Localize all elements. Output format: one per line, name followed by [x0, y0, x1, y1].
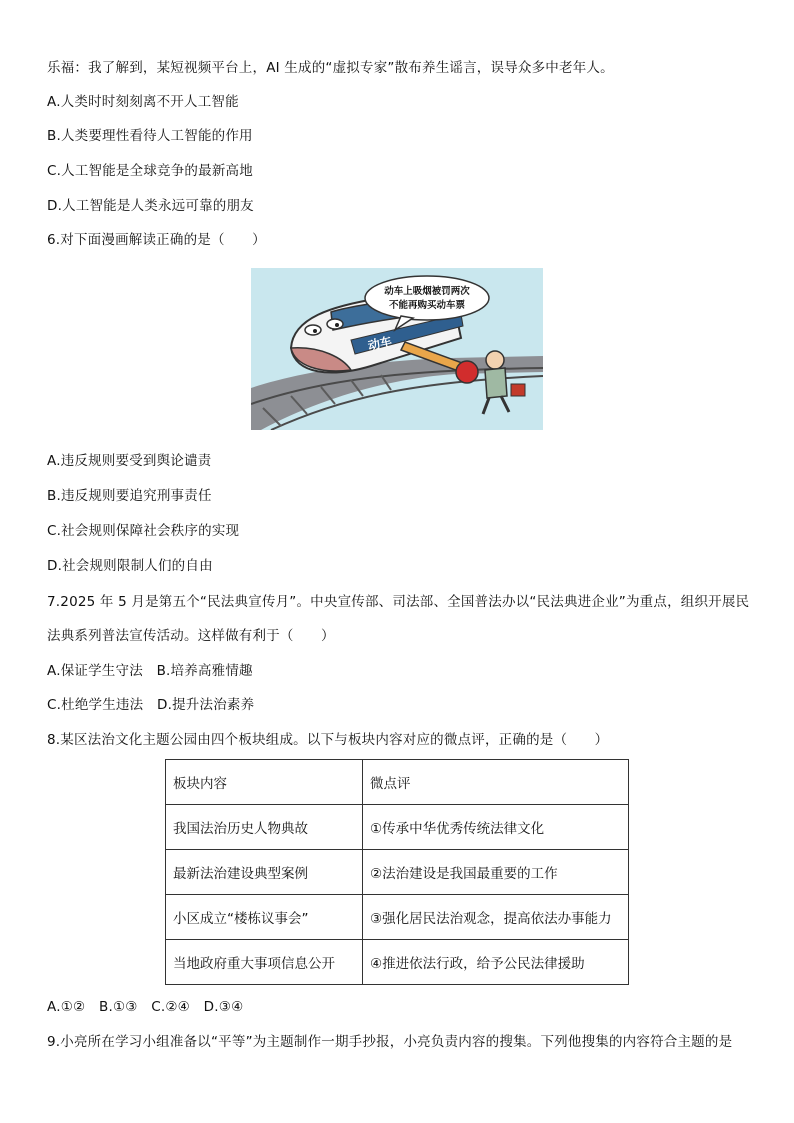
bubble-line-2: 不能再购买动车票: [388, 300, 466, 311]
question-8: 8.某区法治文化主题公园由四个板块组成。以下与板块内容对应的微点评，正确的是（ ）: [47, 732, 609, 748]
options-8: A.①② B.①③ C.②④ D.③④: [47, 999, 244, 1015]
option-6d: D.社会规则限制人们的自由: [47, 558, 213, 574]
train-label: 动车: [366, 334, 394, 353]
option-6a: A.违反规则要受到舆论谴责: [47, 453, 212, 469]
table-row: [166, 805, 629, 850]
train-cartoon: [251, 268, 543, 430]
bubble-line-1: 动车上吸烟被罚两次: [384, 286, 470, 297]
option-5b: B.人类要理性看待人工智能的作用: [47, 128, 253, 144]
option-5d: D.人工智能是人类永远可靠的朋友: [47, 198, 254, 214]
park-section-table: [165, 759, 629, 985]
options-7-cd: C.杜绝学生违法 D.提升法治素养: [47, 697, 255, 713]
table-row: [166, 850, 629, 895]
question-9: 9.小亮所在学习小组准备以“平等”为主题制作一期手抄报，小亮负责内容的搜集。下列他搜集的内容符合主题的是: [47, 1034, 733, 1050]
table-cell: 小区成立“楼栋议事会”: [166, 895, 363, 940]
option-5a: A.人类时时刻刻离不开人工智能: [47, 94, 239, 110]
options-7-ab: A.保证学生守法 B.培养高雅情趣: [47, 663, 253, 679]
table-cell: ③强化居民法治观念，提高依法办事能力: [363, 895, 629, 940]
text-line-intro: 乐福：我了解到，某短视频平台上，AI 生成的“虚拟专家”散布养生谣言，误导众多中老年人。: [47, 60, 614, 76]
table-cell: 最新法治建设典型案例: [166, 850, 363, 895]
table-header-row: [166, 760, 629, 805]
table-row: [166, 940, 629, 985]
table-row: [166, 895, 629, 940]
option-6c: C.社会规则保障社会秩序的实现: [47, 523, 240, 539]
option-5c: C.人工智能是全球竞争的最新高地: [47, 163, 253, 179]
question-7-line-2: 法典系列普法宣传活动。这样做有利于（ ）: [47, 628, 335, 644]
question-7-line-1: 7.2025 年 5 月是第五个“民法典宣传月”。中央宣传部、司法部、全国普法办以“民法典进企业”为重点，组织开展民: [47, 594, 750, 610]
question-6: 6.对下面漫画解读正确的是（ ）: [47, 232, 266, 248]
table-header-cell: 板块内容: [166, 760, 363, 805]
table-cell: 当地政府重大事项信息公开: [166, 940, 363, 985]
table-cell: ①传承中华优秀传统法律文化: [363, 805, 629, 850]
table-cell: ④推进依法行政，给予公民法律援助: [363, 940, 629, 985]
table-cell: ②法治建设是我国最重要的工作: [363, 850, 629, 895]
table-header-cell: 微点评: [363, 760, 629, 805]
option-6b: B.违反规则要追究刑事责任: [47, 488, 212, 504]
table-cell: 我国法治历史人物典故: [166, 805, 363, 850]
